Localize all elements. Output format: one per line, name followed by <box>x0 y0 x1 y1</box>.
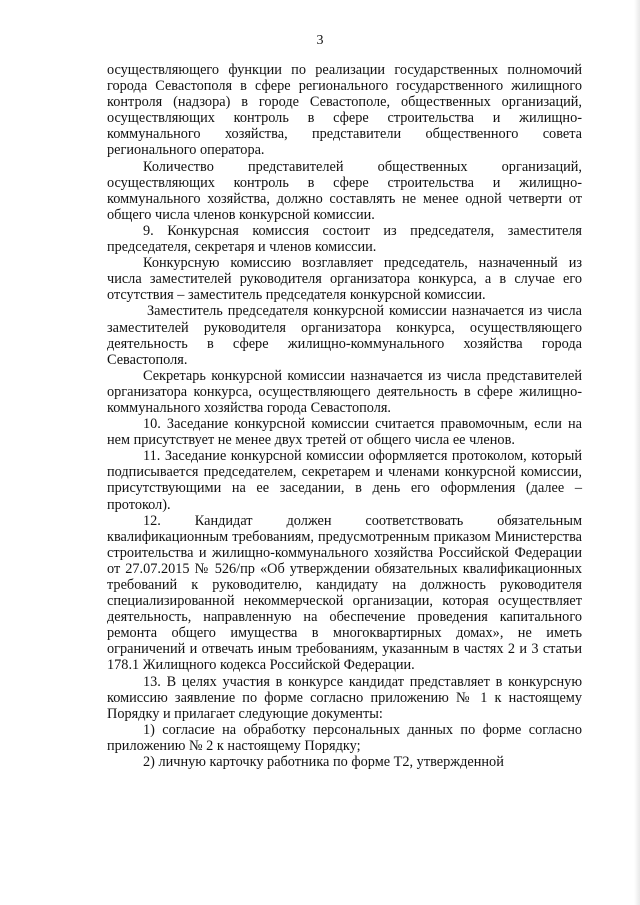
paragraph-secretary: Секретарь конкурсной комиссии назначается из числа представителей организатора конкурса, осуществляющего деятельность в сфере жилищно-коммунального хозяйства города Севастополя. <box>107 367 582 416</box>
paragraph-continuation: осуществляющего функции по реализации государственных полномочий города Севастополя в сфере регионального государственного жилищного контроля (надзора) в городе Севастополе, общественных организаций, осуществляющих контроль в сфере строительства и жилищно-коммунального хозяйства, представители общественного совета регионального оператора. <box>107 62 582 159</box>
page-number: 3 <box>316 33 324 48</box>
document-body <box>107 62 582 770</box>
paragraph-deputy-chairman: Заместитель председателя конкурсной комиссии назначается из числа заместителей руководителя организатора конкурса, осуществляющего деятельность в сфере жилищно-коммунального хозяйства города Севастополя. <box>107 303 582 368</box>
page-edge-shadow <box>634 0 640 905</box>
paragraph-subitem-1: 1) согласие на обработку персональных данных по форме согласно приложению № 2 к настоящему Порядку; <box>107 721 582 754</box>
paragraph-item-13: 13. В целях участия в конкурсе кандидат представляет в конкурсную комиссию заявление по форме согласно приложению № 1 к настоящему Порядку и прилагает следующие документы: <box>107 673 582 722</box>
paragraph-item-10: 10. Заседание конкурсной комиссии считается правомочным, если на нем присутствует не менее двух третей от общего числа ее членов. <box>107 416 582 449</box>
paragraph-representatives-count: Количество представителей общественных организаций, осуществляющих контроль в сфере строительства и жилищно-коммунального хозяйства, должно составлять не менее одной четверти от общего числа членов конкурсной комиссии. <box>107 158 582 223</box>
paragraph-subitem-2: 2) личную карточку работника по форме Т2, утвержденной <box>143 754 504 771</box>
paragraph-chairman: Конкурсную комиссию возглавляет председатель, назначенный из числа заместителей руководителя организатора конкурса, а в случае его отсутствия – заместитель председателя конкурсной комиссии. <box>107 255 582 304</box>
paragraph-item-12: 12. Кандидат должен соответствовать обязательным квалификационным требованиям, предусмотренным приказом Министерства строительства и жилищно-коммунального хозяйства Российской Федерации от 27.07.2015 № 526/пр «Об утверждении обязательных квалификационных требований к руководителю, кандидату на должность руководителя специализированной некоммерческой организации, которая осуществляет деятельность, направленную на обеспечение проведения капитального ремонта общего имущества в многоквартирных домах», не иметь ограничений и отвечать иным требованиям, указанным в частях 2 и 3 статьи 178.1 Жилищного кодекса Российской Федерации. <box>107 512 582 674</box>
paragraph-item-11: 11. Заседание конкурсной комиссии оформляется протоколом, который подписывается председателем, секретарем и членами конкурсной комиссии, присутствующими на ее заседании, в день его оформления (далее – протокол). <box>107 448 582 513</box>
paragraph-item-9: 9. Конкурсная комиссия состоит из председателя, заместителя председателя, секретаря и членов комиссии. <box>107 222 582 256</box>
